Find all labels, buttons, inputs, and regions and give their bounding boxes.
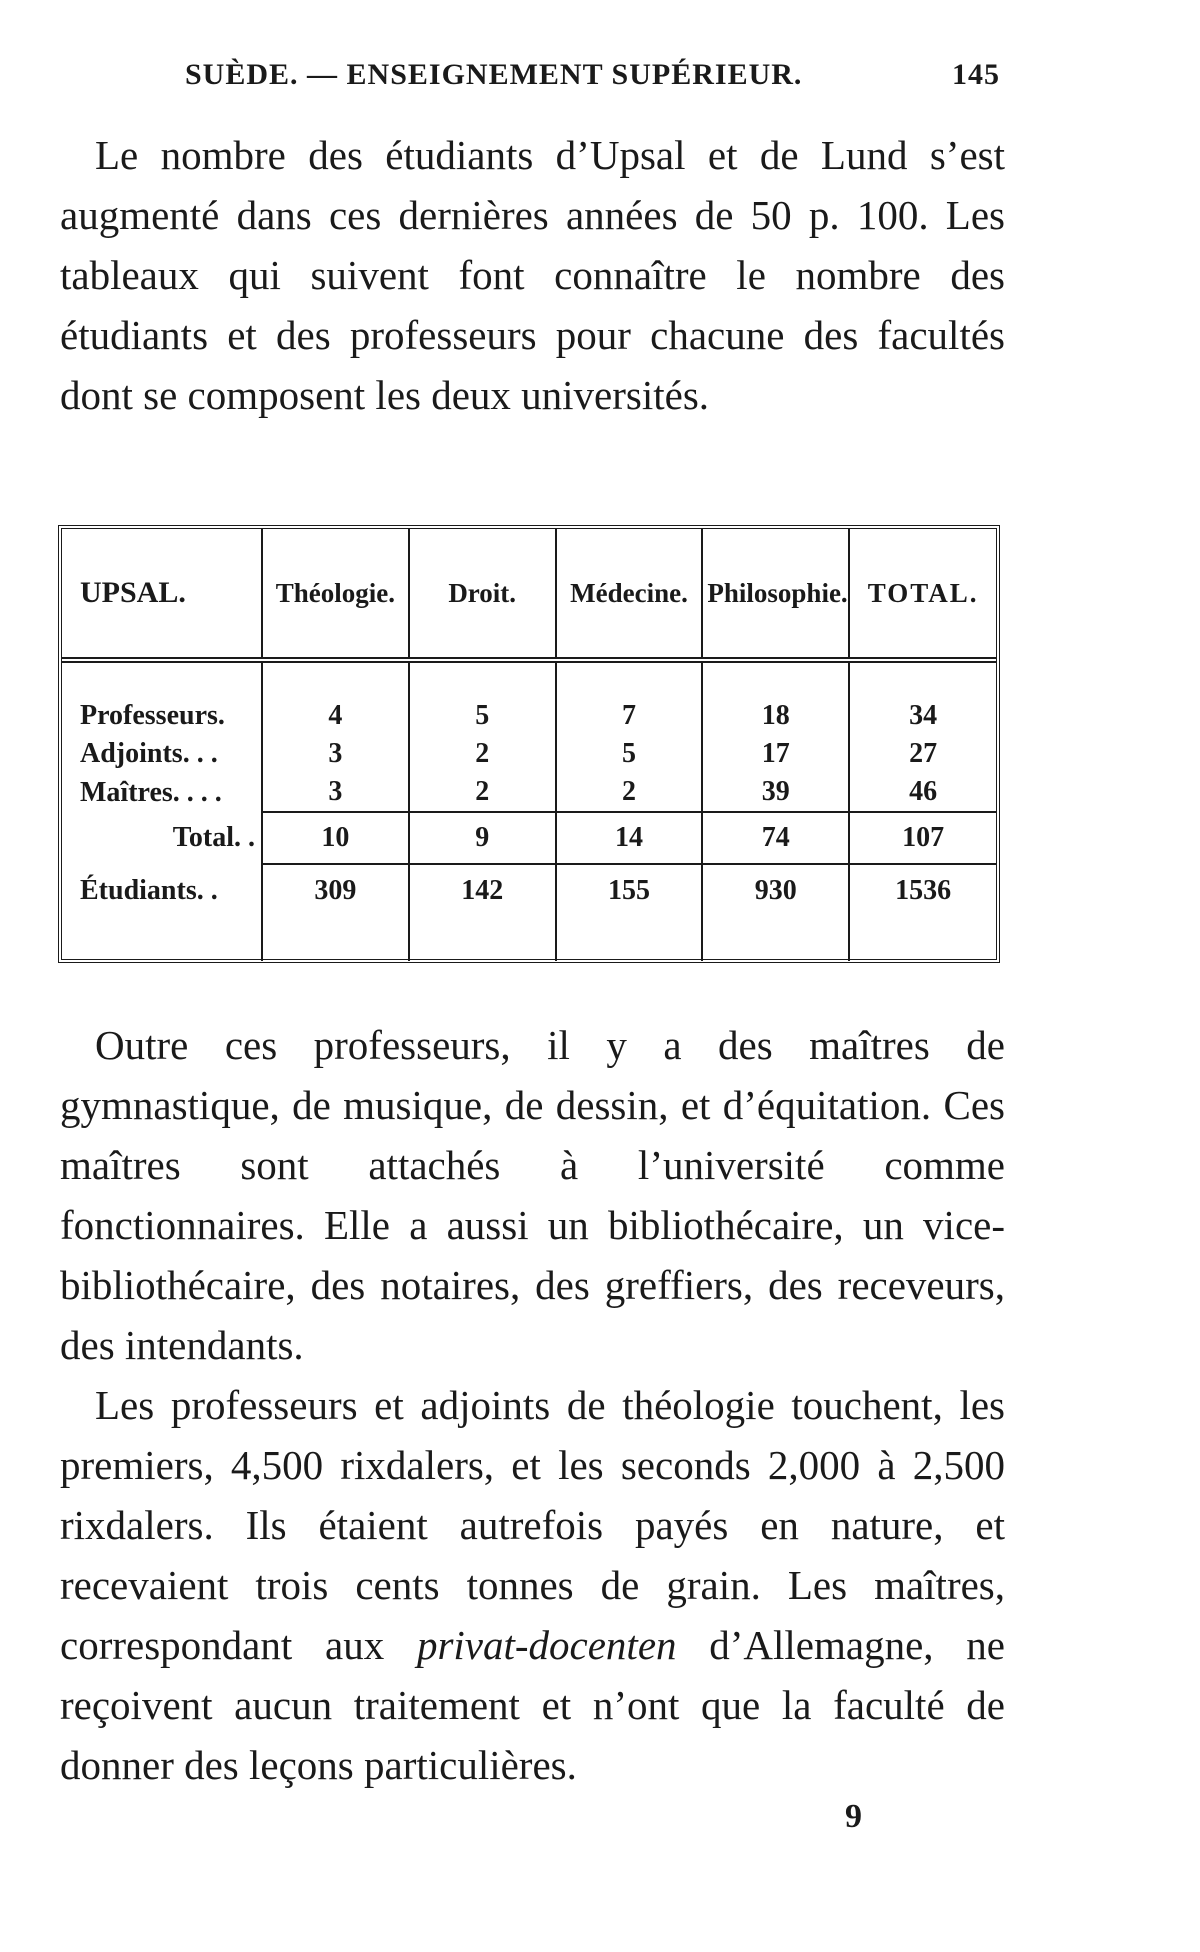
table-cell: 39 bbox=[702, 773, 849, 812]
page-number: 145 bbox=[952, 58, 1000, 91]
faculty-table bbox=[62, 529, 996, 961]
upsal-statistics-table bbox=[58, 525, 1000, 963]
table-header-row bbox=[62, 529, 996, 660]
paragraph-intro: Le nombre des étudiants d’Upsal et de Lund s’est augmenté dans ces dernières années de 50 p. 100. Les tableaux qui suivent font connaître le nombre des étudiants et des professeurs pour chacune des facultés dont se composent les deux universités. bbox=[60, 132, 1005, 418]
table-cell: 17 bbox=[702, 735, 849, 773]
paragraph-masters: Outre ces professeurs, il y a des maîtres de gymnastique, de musique, de dessin, et d’équitation. Ces maîtres sont attachés à l’université comme fonctionnaires. Elle a aussi un bibliothécaire, un vice-bibliothécaire, des notaires, des greffiers, des receveurs, des intendants. bbox=[60, 1022, 1005, 1368]
table-row bbox=[62, 773, 996, 812]
row-label: Total. . bbox=[62, 812, 262, 864]
table-cell: 3 bbox=[262, 735, 409, 773]
table-cell: 155 bbox=[556, 864, 703, 917]
table-row-spacer bbox=[62, 917, 996, 961]
table-cell: 1536 bbox=[849, 864, 996, 917]
header-medecine: Médecine. bbox=[556, 529, 703, 660]
table-cell: 2 bbox=[556, 773, 703, 812]
table-cell: 14 bbox=[556, 812, 703, 864]
paragraph-salaries-text: Les professeurs et adjoints de théologie touchent, les premiers, 4,500 rixdalers, et les seconds 2,000 à 2,500 rixdalers. Ils étaient autrefois payés en nature, et recevaient trois cents tonnes de grain. Les maîtres, correspondant aux bbox=[60, 1382, 1005, 1668]
table-row bbox=[62, 735, 996, 773]
table-cell: 930 bbox=[702, 864, 849, 917]
table-cell: 7 bbox=[556, 660, 703, 735]
header-philosophie: Philosophie. bbox=[702, 529, 849, 660]
table-cell: 2 bbox=[409, 773, 556, 812]
running-header bbox=[185, 58, 1000, 98]
table-cell: 46 bbox=[909, 776, 938, 807]
header-droit: Droit. bbox=[409, 529, 556, 660]
table-cell: 4 bbox=[262, 660, 409, 735]
table-cell: 309 bbox=[262, 864, 409, 917]
table-cell: 34 bbox=[909, 700, 938, 731]
paragraph-salaries-end: d’Allemagne, ne reçoivent aucun traitement et n’ont que la faculté de donner des leçons particulières. bbox=[60, 1622, 1005, 1788]
table-cell: 10 bbox=[262, 812, 409, 864]
table-row-total bbox=[62, 812, 996, 864]
table-cell: 27 bbox=[909, 738, 938, 769]
table-row-students bbox=[62, 864, 996, 917]
row-label: Maîtres. . . . bbox=[62, 773, 262, 812]
table-cell: 107 bbox=[849, 812, 996, 864]
table-cell: 2 bbox=[409, 735, 556, 773]
paragraph-salaries bbox=[60, 1375, 1005, 1795]
table-cell: 5 bbox=[409, 660, 556, 735]
table-cell: 142 bbox=[409, 864, 556, 917]
row-label: Adjoints. . . bbox=[62, 735, 262, 773]
header-total: TOTAL. bbox=[849, 529, 996, 660]
running-title: SUÈDE. — ENSEIGNEMENT SUPÉRIEUR. bbox=[185, 58, 803, 91]
header-theologie: Théologie. bbox=[262, 529, 409, 660]
table-row bbox=[62, 660, 996, 735]
table-cell: 5 bbox=[556, 735, 703, 773]
row-label: Étudiants. . bbox=[62, 864, 262, 917]
table-cell: 18 bbox=[702, 660, 849, 735]
table-cell: 74 bbox=[702, 812, 849, 864]
table-cell: 9 bbox=[409, 812, 556, 864]
signature-mark: 9 bbox=[845, 1798, 862, 1835]
row-label: Professeurs. bbox=[62, 660, 262, 735]
table-cell: 3 bbox=[262, 773, 409, 812]
header-university: UPSAL. bbox=[62, 529, 262, 660]
italic-term: privat-docenten bbox=[416, 1622, 677, 1668]
